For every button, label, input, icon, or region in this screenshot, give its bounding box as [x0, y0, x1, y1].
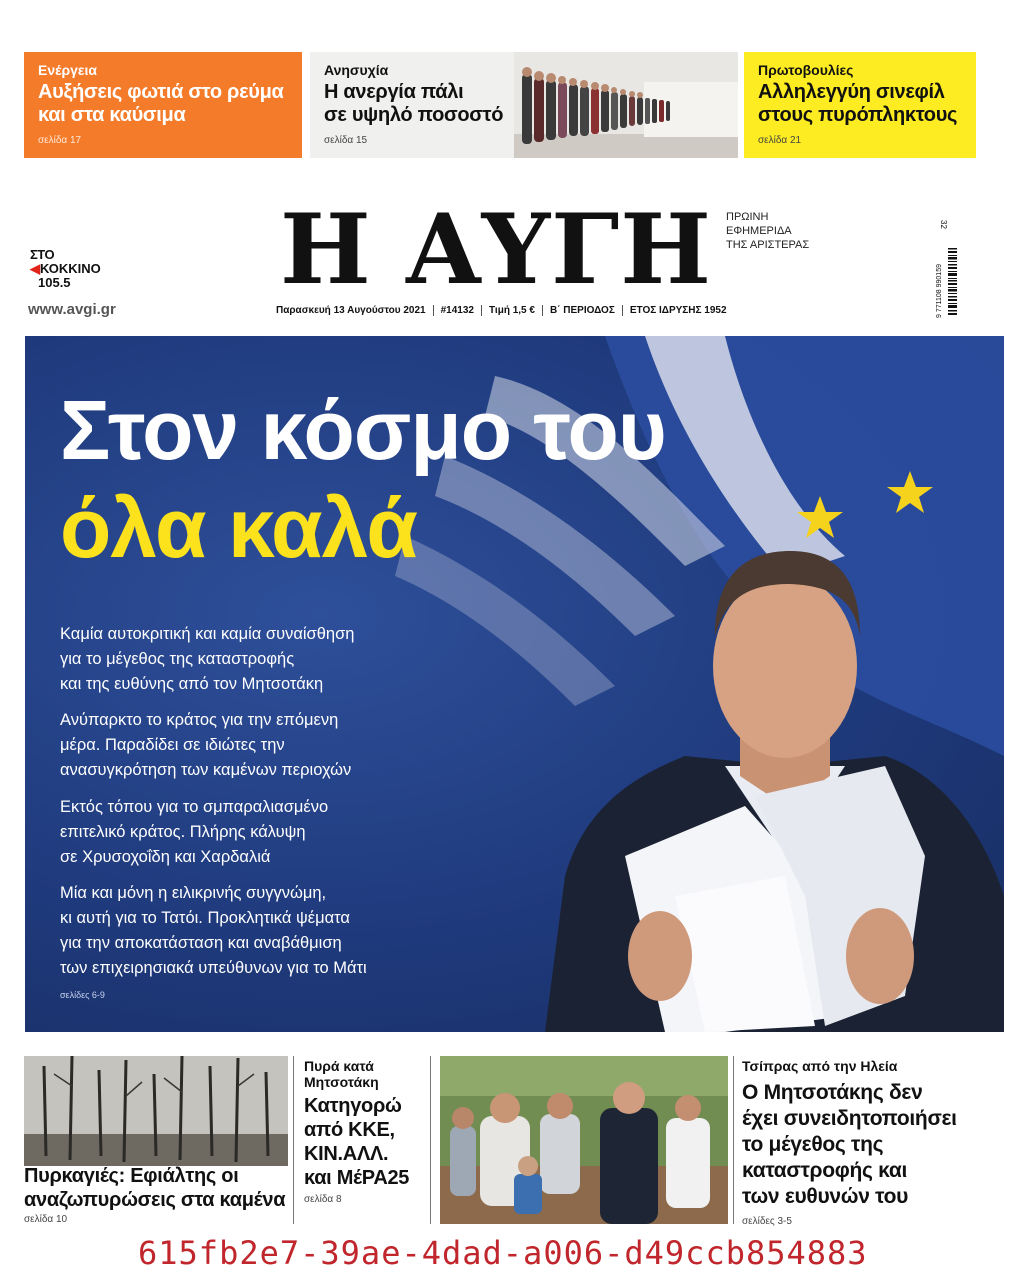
- tsipras-headline-line2: έχει συνειδητοποιήσει: [742, 1107, 957, 1130]
- issue-number: #14132: [434, 305, 482, 316]
- attack-headline-line2: από ΚΚΕ,: [304, 1119, 395, 1141]
- column-divider: [430, 1056, 431, 1224]
- hero-paragraph-2: Ανύπαρκτο το κράτος για την επόμενη μέρα. Παραδίδει σε ιδιώτες την ανασυγκρότηση των καμένων περιοχών: [60, 711, 352, 779]
- teaser-kicker: Ανησυχία: [324, 62, 389, 78]
- main-headline-line1: Στον κόσμο του: [60, 383, 666, 477]
- teaser-headline-line1: Αλληλεγγύη σινεφίλ: [758, 81, 945, 103]
- teaser-headline-line2: και στα καύσιμα: [38, 104, 186, 126]
- tsipras-headline-line4: καταστροφής και: [742, 1159, 908, 1182]
- newspaper-title: Η ΑΥΓΗ: [280, 193, 712, 306]
- tsipras-story[interactable]: [742, 1058, 957, 1227]
- document-id-watermark: 615fb2e7-39ae-4dad-a006-d49ccb854883: [138, 1234, 868, 1272]
- teaser-headline-line2: στους πυρόπληκτους: [758, 104, 958, 126]
- fires-page-ref: σελίδα 10: [24, 1214, 68, 1225]
- hero-paragraph-4: Μία και μόνη η ειλικρινής συγγνώμη, κι αυτή για το Τατόι. Προκλητικά ψέματα για την αποκατάσταση και αναβάθμιση των επιχειρησιακά υπεύθυνων για το Μάτι: [60, 884, 367, 977]
- radio-logo[interactable]: [30, 248, 120, 290]
- teaser-kicker: Ενέργεια: [38, 62, 98, 78]
- queue-photo: [514, 52, 738, 158]
- column-divider: [293, 1056, 294, 1224]
- tsipras-crowd-photo: [440, 1056, 728, 1224]
- attack-kicker-line2: Μητσοτάκη: [304, 1074, 379, 1090]
- teaser-page: σελίδα 21: [758, 135, 802, 146]
- issue-date: Παρασκευή 13 Αυγούστου 2021: [276, 305, 434, 316]
- issue-code: 32: [939, 220, 948, 229]
- teaser-headline-line1: Αυξήσεις φωτιά στο ρεύμα: [38, 81, 284, 103]
- fires-headline[interactable]: Πυρκαγιές: Εφιάλτης οι αναζωπυρώσεις στα καμένα: [24, 1165, 286, 1211]
- teaser-headline-line2: σε υψηλό ποσοστό: [324, 104, 504, 126]
- tsipras-page-ref: σελίδες 3-5: [742, 1216, 792, 1227]
- attack-headline-line4: και ΜέΡΑ25: [304, 1167, 410, 1189]
- founding-year: ΕΤΟΣ ΙΔΡΥΣΗΣ 1952: [629, 305, 727, 316]
- column-divider: [733, 1056, 734, 1224]
- tagline: ΠΡΩΙΝΗ ΕΦΗΜΕΡΙΔΑ ΤΗΣ ΑΡΙΣΤΕΡΑΣ: [726, 211, 810, 251]
- tsipras-headline-line3: το μέγεθος της: [742, 1133, 884, 1156]
- teaser-page: σελίδα 15: [324, 135, 368, 146]
- teaser-kicker: Πρωτοβουλίες: [758, 62, 854, 78]
- attack-page-ref: σελίδα 8: [304, 1194, 342, 1205]
- tsipras-headline-line5: των ευθυνών του: [742, 1185, 909, 1208]
- barcode: [936, 218, 958, 318]
- hero-page-ref: σελίδες 6-9: [60, 990, 105, 1000]
- teaser-solidarity[interactable]: [744, 52, 976, 158]
- radio-arrow-icon: ◀: [30, 261, 40, 276]
- radio-logo-line2: ◀ΚΟΚΚΙΝΟ: [30, 261, 101, 276]
- attack-headline-line3: ΚΙΝ.ΑΛΛ.: [304, 1143, 389, 1165]
- issue-info-line: [276, 305, 726, 316]
- issue-period: Β΄ ΠΕΡΙΟΔΟΣ: [543, 305, 623, 316]
- teaser-headline-line1: Η ανεργία πάλι: [324, 81, 464, 103]
- tsipras-kicker: Τσίπρας από την Ηλεία: [742, 1058, 898, 1074]
- website-link[interactable]: www.avgi.gr: [28, 301, 116, 318]
- hero-paragraph-3: Εκτός τόπου για το σμπαραλιασμένο επιτελικό κράτος. Πλήρης κάλυψη σε Χρυσοχοΐδη και Χαρδαλιά: [60, 798, 329, 866]
- attack-story[interactable]: [304, 1058, 409, 1205]
- burned-forest-photo: [24, 1056, 288, 1166]
- issue-price: Τιμή 1,5 €: [482, 305, 543, 316]
- attack-kicker-line1: Πυρά κατά: [304, 1058, 374, 1074]
- radio-logo-line1: ΣΤΟ: [30, 247, 55, 262]
- attack-headline-line1: Κατηγορώ: [304, 1095, 402, 1117]
- barcode-number: 9 771108 990159: [936, 264, 943, 318]
- radio-logo-line3: 105.5: [38, 275, 71, 290]
- teaser-energy[interactable]: [24, 52, 302, 158]
- teaser-page: σελίδα 17: [38, 135, 82, 146]
- hero-paragraph-1: Καμία αυτοκριτική και καμία συναίσθηση για το μέγεθος της καταστροφής και της ευθύνης από τον Μητσοτάκη: [60, 625, 355, 693]
- main-headline-line2: όλα καλά: [60, 481, 417, 575]
- tsipras-headline-line1: Ο Μητσοτάκης δεν: [742, 1081, 923, 1104]
